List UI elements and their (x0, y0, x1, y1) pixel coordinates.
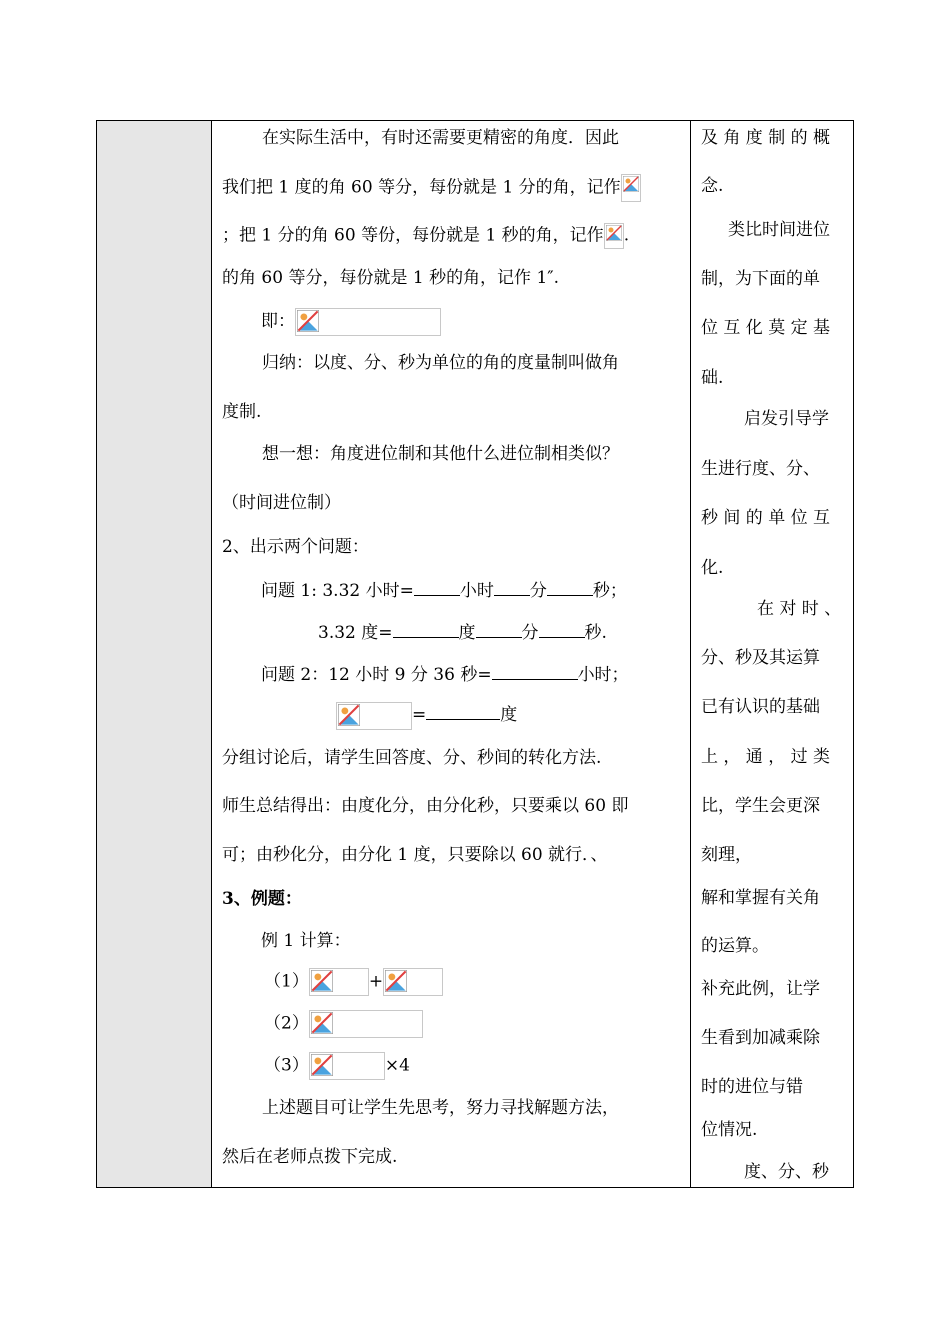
paragraph-line: 归纳：以度、分、秒为单位的角的度量制叫做角 (262, 353, 619, 373)
side-note-line: 础. (701, 368, 724, 388)
side-note-line: 生进行度、分、 (701, 459, 820, 479)
text: 度 (458, 623, 476, 643)
text: ×4 (384, 1055, 410, 1076)
text: + (368, 971, 384, 992)
paragraph-line: 师生总结得出：由度化分，由分化秒，只要乘以 60 即 (222, 796, 629, 816)
side-note-line: 制，为下面的单 (701, 269, 820, 289)
side-note-line: 刻理， (701, 845, 752, 865)
section-heading: 3、例题： (222, 889, 302, 909)
paragraph-line (222, 174, 641, 202)
text: 即： (261, 311, 295, 332)
column-divider (690, 121, 691, 1187)
answer-blank (414, 577, 460, 596)
side-note-line: 生看到加减乘除 (701, 1028, 820, 1048)
paragraph-line: 的角 60 等分，每份就是 1 秒的角，记作 1″. (222, 268, 560, 288)
example-item-1 (264, 968, 443, 996)
question-2 (261, 661, 629, 687)
image-placeholder-icon (383, 968, 443, 996)
paragraph-line: 想一想：角度进位制和其他什么进位制相类似？ (262, 444, 619, 464)
side-note-line: 已有认识的基础 (701, 697, 820, 717)
text: 度 (500, 705, 518, 725)
image-placeholder-icon (336, 702, 412, 730)
image-placeholder-icon (309, 1052, 385, 1080)
paragraph-line: 分组讨论后，请学生回答度、分、秒间的转化方法. (222, 748, 602, 768)
section-heading: 2、出示两个问题： (222, 537, 369, 557)
side-note-line: 及 角 度 制 的 概 (701, 128, 831, 148)
answer-blank (476, 619, 522, 638)
paragraph-line: 在实际生活中，有时还需要更精密的角度．因此 (262, 128, 619, 148)
side-note-line: 在 对 时 、 (757, 599, 842, 619)
paragraph-line (222, 223, 629, 249)
text: = (412, 705, 427, 725)
text: 分 (521, 623, 539, 643)
text: （3） (264, 1055, 309, 1076)
paragraph-line: 然后在老师点拨下完成. (222, 1147, 398, 1167)
side-note-line: 秒 间 的 单 位 互 (701, 508, 831, 528)
side-note-line: 启发引导学 (744, 409, 829, 429)
text: . (623, 225, 630, 246)
side-note-line: 时的进位与错 (701, 1077, 803, 1097)
side-note-line: 上 ， 通 ， 过 类 (701, 747, 831, 767)
side-note-line: 类比时间进位 (728, 220, 830, 240)
text: （1） (264, 971, 309, 992)
image-placeholder-icon (604, 223, 624, 249)
text: 3.32 度= (318, 623, 393, 643)
side-note-line: 解和掌握有关角 (701, 888, 820, 908)
text: ；把 1 分的角 60 等份，每份就是 1 秒的角，记作 (222, 225, 604, 246)
text: 小时； (577, 665, 629, 685)
answer-blank (539, 619, 585, 638)
question-1 (261, 577, 627, 603)
left-column (97, 121, 212, 1187)
answer-blank (393, 619, 459, 638)
example-item-3 (264, 1052, 410, 1080)
example-title: 例 1 计算： (261, 931, 351, 951)
text: 秒. (584, 623, 607, 643)
side-note-line: 的运算。 (701, 936, 769, 956)
question-1b (318, 619, 607, 645)
answer-blank (547, 577, 593, 596)
text: 问题 2：12 小时 9 分 36 秒= (261, 665, 492, 685)
example-item-2 (264, 1010, 423, 1038)
text: 我们把 1 度的角 60 等分，每份就是 1 分的角，记作 (222, 177, 621, 198)
answer-blank (492, 661, 578, 680)
side-note-line: 化. (701, 558, 724, 578)
side-note-line: 度、分、秒 (744, 1162, 829, 1182)
side-note-line: 补充此例，让学 (701, 979, 820, 999)
side-note-line: 位 互 化 莫 定 基 (701, 318, 831, 338)
side-note-line: 位情况. (701, 1120, 758, 1140)
question-2b (336, 701, 517, 730)
side-note-line: 比，学生会更深 (701, 796, 820, 816)
side-note-line: 念. (701, 176, 724, 196)
paragraph-line: （时间进位制） (222, 493, 341, 513)
answer-blank (494, 577, 530, 596)
image-placeholder-icon (295, 308, 441, 336)
text: 秒； (592, 581, 627, 601)
image-placeholder-icon (309, 1010, 423, 1038)
text: （2） (264, 1013, 309, 1034)
paragraph-line: 上述题目可让学生先思考，努力寻找解题方法， (262, 1098, 619, 1118)
paragraph-line: 度制. (222, 402, 262, 422)
text: 分 (529, 581, 547, 601)
image-placeholder-icon (309, 968, 369, 996)
paragraph-line: 可；由秒化分，由分化 1 度，只要除以 60 就行．、 (222, 845, 608, 865)
answer-blank (426, 701, 500, 720)
text: 问题 1: 3.32 小时= (261, 581, 414, 601)
image-placeholder-icon (621, 174, 641, 202)
side-note-line: 分、秒及其运算 (701, 648, 820, 668)
text: 小时 (459, 581, 494, 601)
paragraph-line (261, 308, 441, 336)
